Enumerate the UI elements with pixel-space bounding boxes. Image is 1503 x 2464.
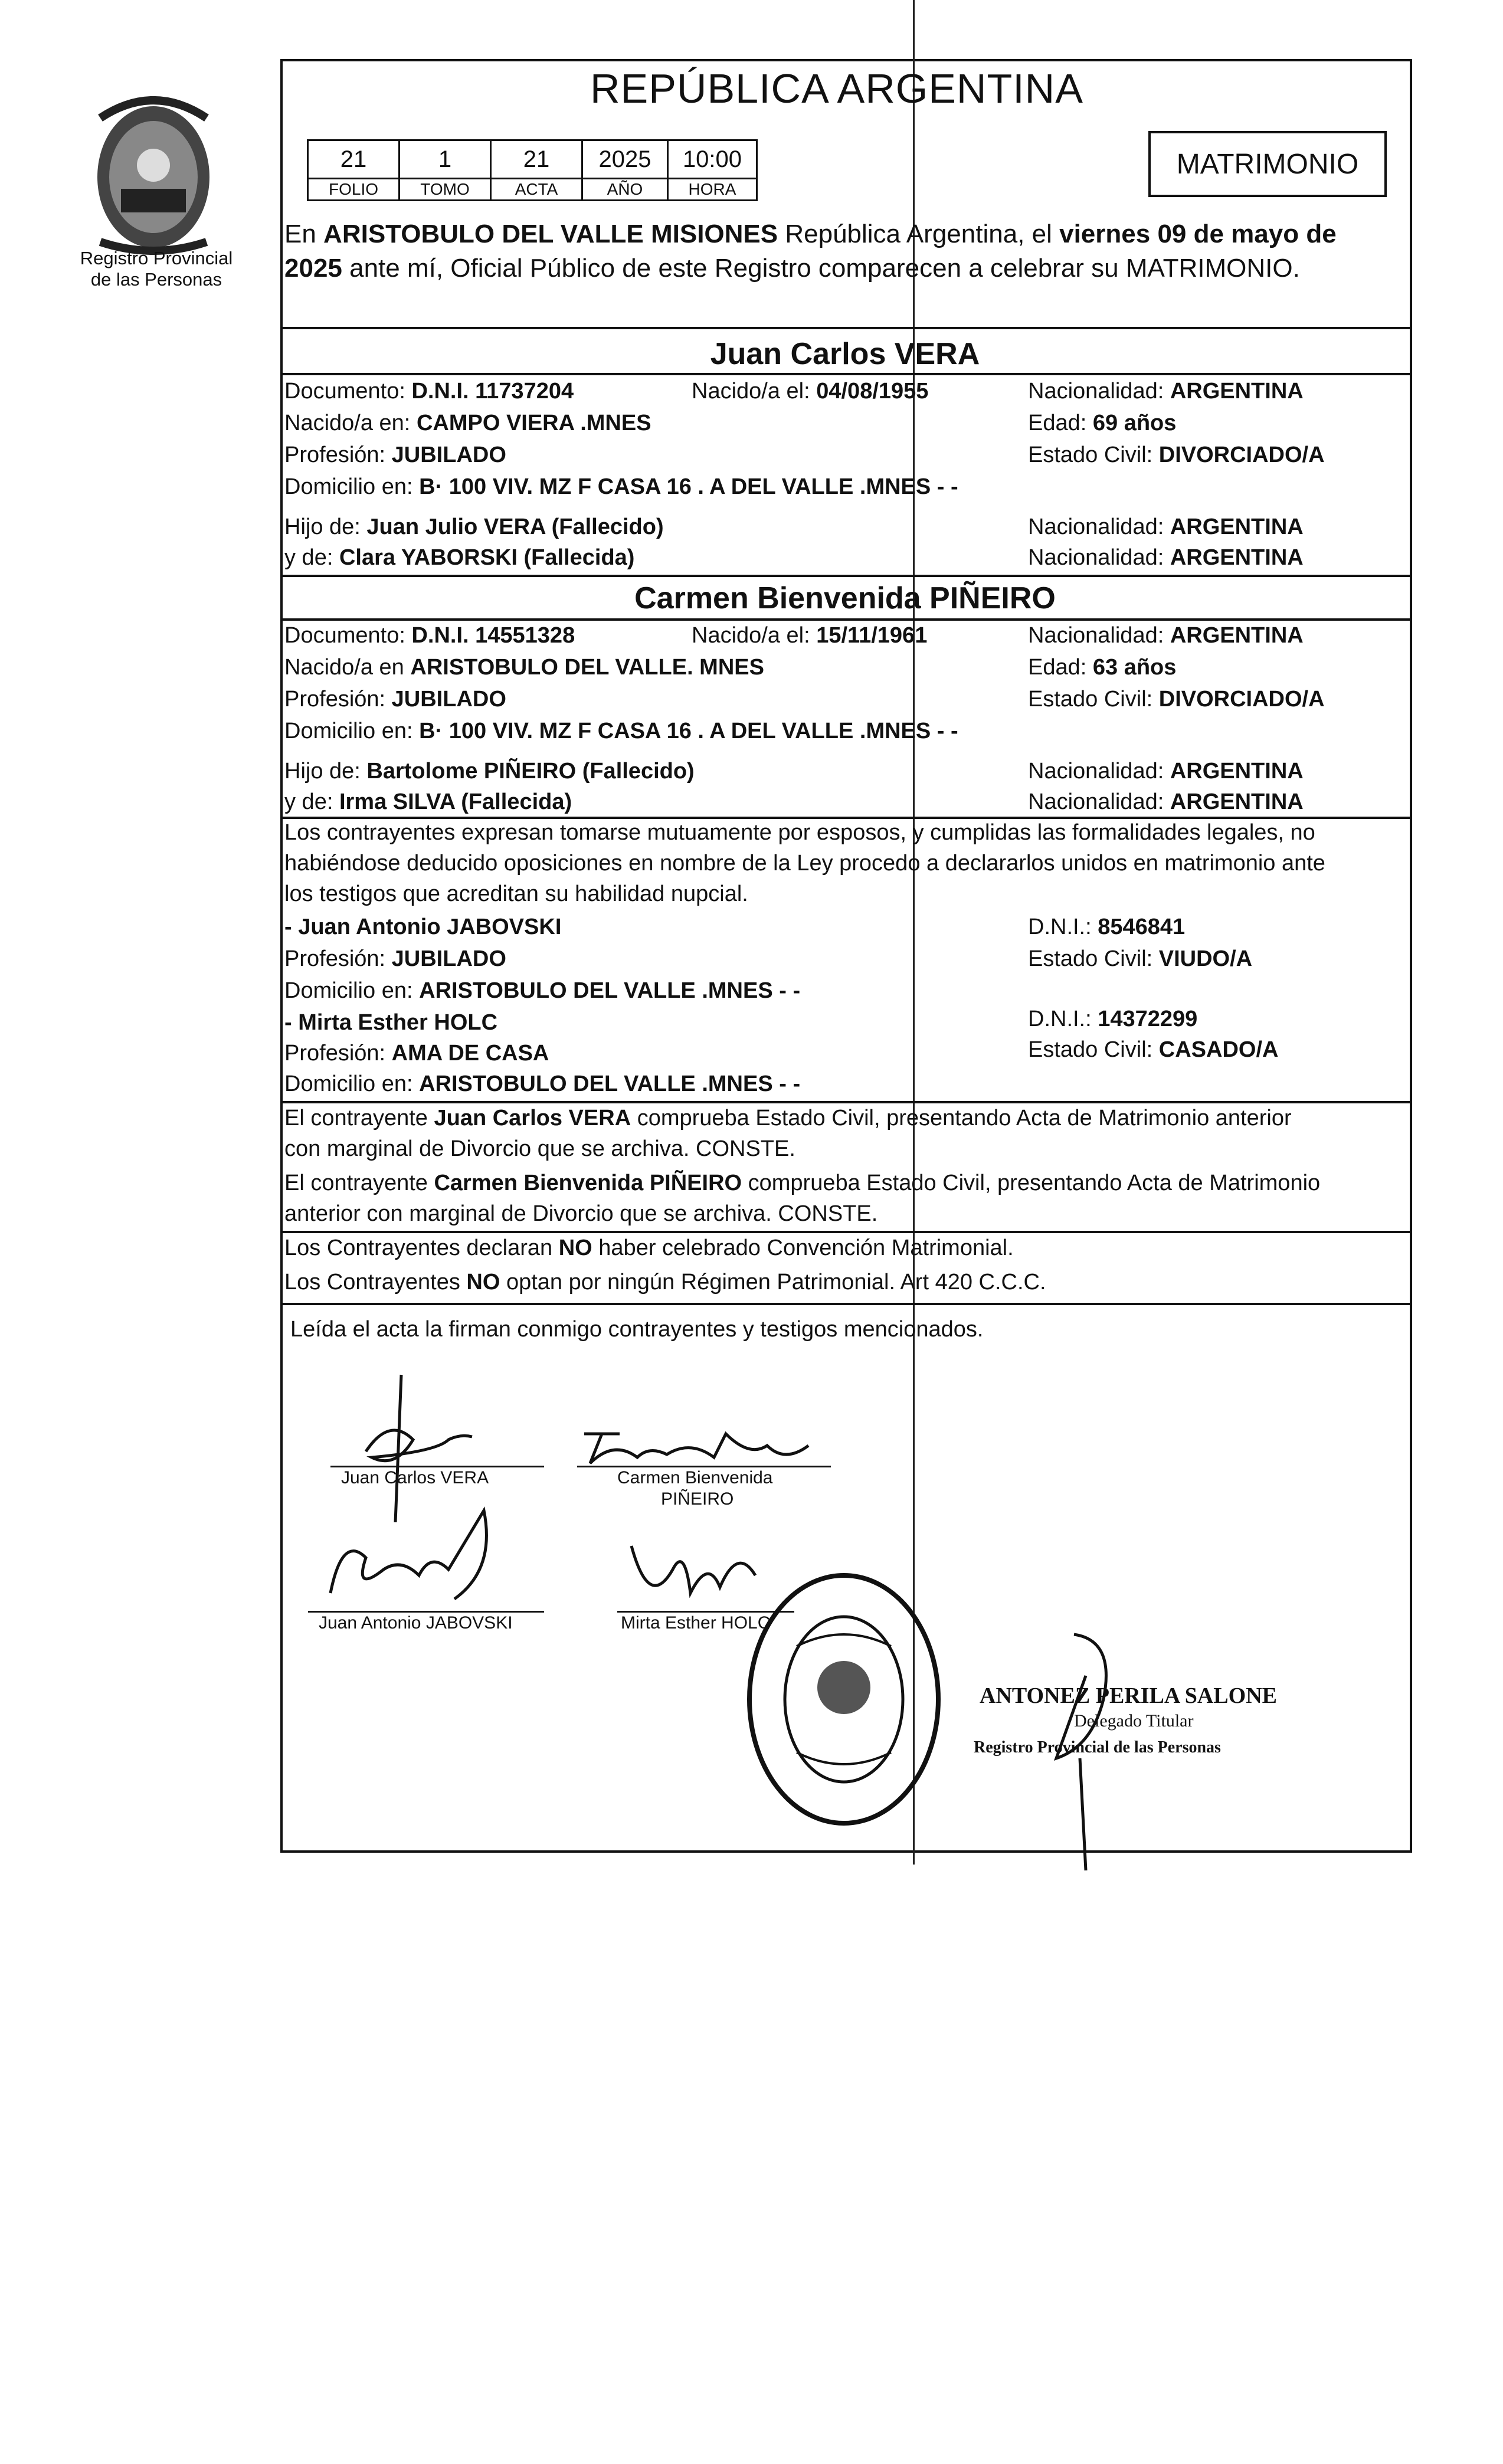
spouse2-profession: Profesión: JUBILADO [284,687,506,712]
spouse2-father-nationality: Nacionalidad: ARGENTINA [1028,759,1304,784]
declaration-line-3: los testigos que acreditan su habilidad nupcial. [284,882,748,906]
signature-label-spouse2-a: Carmen Bienvenida [617,1468,773,1487]
convention-line: Los Contrayentes declaran NO haber celebrado Convención Matrimonial. [284,1236,1014,1260]
divider [281,1101,1411,1103]
acta-value: 21 [491,140,582,179]
spouse2-mother-nationality: Nacionalidad: ARGENTINA [1028,789,1304,814]
note-1-line-2: con marginal de Divorcio que se archiva. CONSTE. [284,1136,795,1161]
spouse1-name: Juan Carlos VERA [710,337,980,371]
spouse2-nationality: Nacionalidad: ARGENTINA [1028,623,1304,648]
spouse1-father: Hijo de: Juan Julio VERA (Fallecido) [284,515,664,539]
tomo-label: TOMO [400,179,491,201]
signature-witness1 [307,1499,519,1617]
witness1-dni: D.N.I.: 8546841 [1028,915,1186,939]
divider [281,817,1411,819]
spouse2-birthplace: Nacido/a en ARISTOBULO DEL VALLE. MNES [284,655,764,680]
witness2-profession: Profesión: AMA DE CASA [284,1041,549,1066]
divider [281,575,1411,577]
signature-label-spouse2-b: PIÑEIRO [661,1489,734,1509]
spouse2-civil-status: Estado Civil: DIVORCIADO/A [1028,687,1325,712]
witness1-civil-status: Estado Civil: VIUDO/A [1028,946,1253,971]
declaration-line-2: habiéndose deducido oposiciones en nombre de la Ley procedo a declararlos unidos en matrimonio ante [284,851,1325,876]
spouse1-profession: Profesión: JUBILADO [284,443,506,467]
spouse1-nationality: Nacionalidad: ARGENTINA [1028,379,1304,404]
note-2-line-2: anterior con marginal de Divorcio que se archiva. CONSTE. [284,1201,878,1226]
official-name: ANTONEZ PERILA SALONE [980,1683,1277,1708]
witness2-name: - Mirta Esther HOLC [284,1010,498,1035]
official-org: Registro Provincial de las Personas [974,1738,1221,1757]
divider [281,618,1411,621]
spouse1-mother-nationality: Nacionalidad: ARGENTINA [1028,545,1304,570]
spouse1-birthplace: Nacido/a en: CAMPO VIERA .MNES [284,411,651,435]
witness2-address: Domicilio en: ARISTOBULO DEL VALLE .MNES - - [284,1072,801,1096]
signature-line [308,1611,544,1613]
spouse1-father-nationality: Nacionalidad: ARGENTINA [1028,515,1304,539]
divider [281,373,1411,375]
declaration-line-1: Los contrayentes expresan tomarse mutuamente por esposos, y cumplidas las formalidades legales, no [284,820,1315,845]
signature-spouse2 [572,1422,844,1469]
spouse1-address: Domicilio en: B· 100 VIV. MZ F CASA 16 . A DEL VALLE .MNES - - [284,474,958,499]
anio-value: 2025 [582,140,668,179]
spouse2-mother: y de: Irma SILVA (Fallecida) [284,789,572,814]
spouse1-mother: y de: Clara YABORSKI (Fallecida) [284,545,635,570]
spouse1-doc: Documento: D.N.I. 11737204 [284,379,574,404]
signature-label-spouse1: Juan Carlos VERA [341,1468,489,1487]
closing-line: Leída el acta la firman conmigo contrayentes y testigos mencionados. [290,1317,984,1342]
tomo-value: 1 [400,140,491,179]
official-title: Delegado Titular [1074,1711,1194,1731]
note-2-line-1: El contrayente Carmen Bienvenida PIÑEIRO comprueba Estado Civil, presentando Acta de Matrimonio [284,1171,1321,1195]
divider [281,327,1411,329]
note-1-line-1: El contrayente Juan Carlos VERA comprueba Estado Civil, presentando Acta de Matrimonio anterior [284,1106,1292,1131]
spouse2-name: Carmen Bienvenida PIÑEIRO [634,581,1056,615]
page-title: REPÚBLICA ARGENTINA [590,65,1083,112]
witness2-civil-status: Estado Civil: CASADO/A [1028,1037,1279,1062]
hora-value: 10:00 [668,140,757,179]
spouse2-father: Hijo de: Bartolome PIÑEIRO (Fallecido) [284,759,695,784]
intro-line-2: 2025 ante mí, Oficial Público de este Registro comparecen a celebrar su MATRIMONIO. [284,254,1300,283]
anio-label: AÑO [582,179,668,201]
spouse2-born: Nacido/a el: 15/11/1961 [692,623,928,648]
signature-label-witness2: Mirta Esther HOLC [621,1613,771,1633]
intro-line-1: En ARISTOBULO DEL VALLE MISIONES República Argentina, el viernes 09 de mayo de [284,219,1337,248]
divider [281,1303,1411,1305]
registry-table [307,139,758,201]
spouse2-doc: Documento: D.N.I. 14551328 [284,623,575,648]
document-type-box: MATRIMONIO [1148,131,1387,197]
folio-value: 21 [308,140,400,179]
spouse1-age: Edad: 69 años [1028,411,1177,435]
spouse1-civil-status: Estado Civil: DIVORCIADO/A [1028,443,1325,467]
logo-caption: Registro Provincial de las Personas [80,248,233,290]
hora-label: HORA [668,179,757,201]
witness1-name: - Juan Antonio JABOVSKI [284,915,562,939]
witness1-profession: Profesión: JUBILADO [284,946,506,971]
signature-line [330,1466,544,1467]
acta-label: ACTA [491,179,582,201]
spouse2-age: Edad: 63 años [1028,655,1177,680]
province-coat-of-arms-logo [65,83,242,260]
spouse2-address: Domicilio en: B· 100 VIV. MZ F CASA 16 . A DEL VALLE .MNES - - [284,719,958,743]
folio-label: FOLIO [308,179,400,201]
official-seal-stamp [741,1564,947,1835]
signature-line [577,1466,831,1467]
witness2-dni: D.N.I.: 14372299 [1028,1007,1198,1031]
signature-label-witness1: Juan Antonio JABOVSKI [319,1613,513,1633]
divider [281,1231,1411,1233]
spouse1-born: Nacido/a el: 04/08/1955 [692,379,929,404]
witness1-address: Domicilio en: ARISTOBULO DEL VALLE .MNES - - [284,978,801,1003]
regime-line: Los Contrayentes NO optan por ningún Régimen Patrimonial. Art 420 C.C.C. [284,1270,1046,1295]
